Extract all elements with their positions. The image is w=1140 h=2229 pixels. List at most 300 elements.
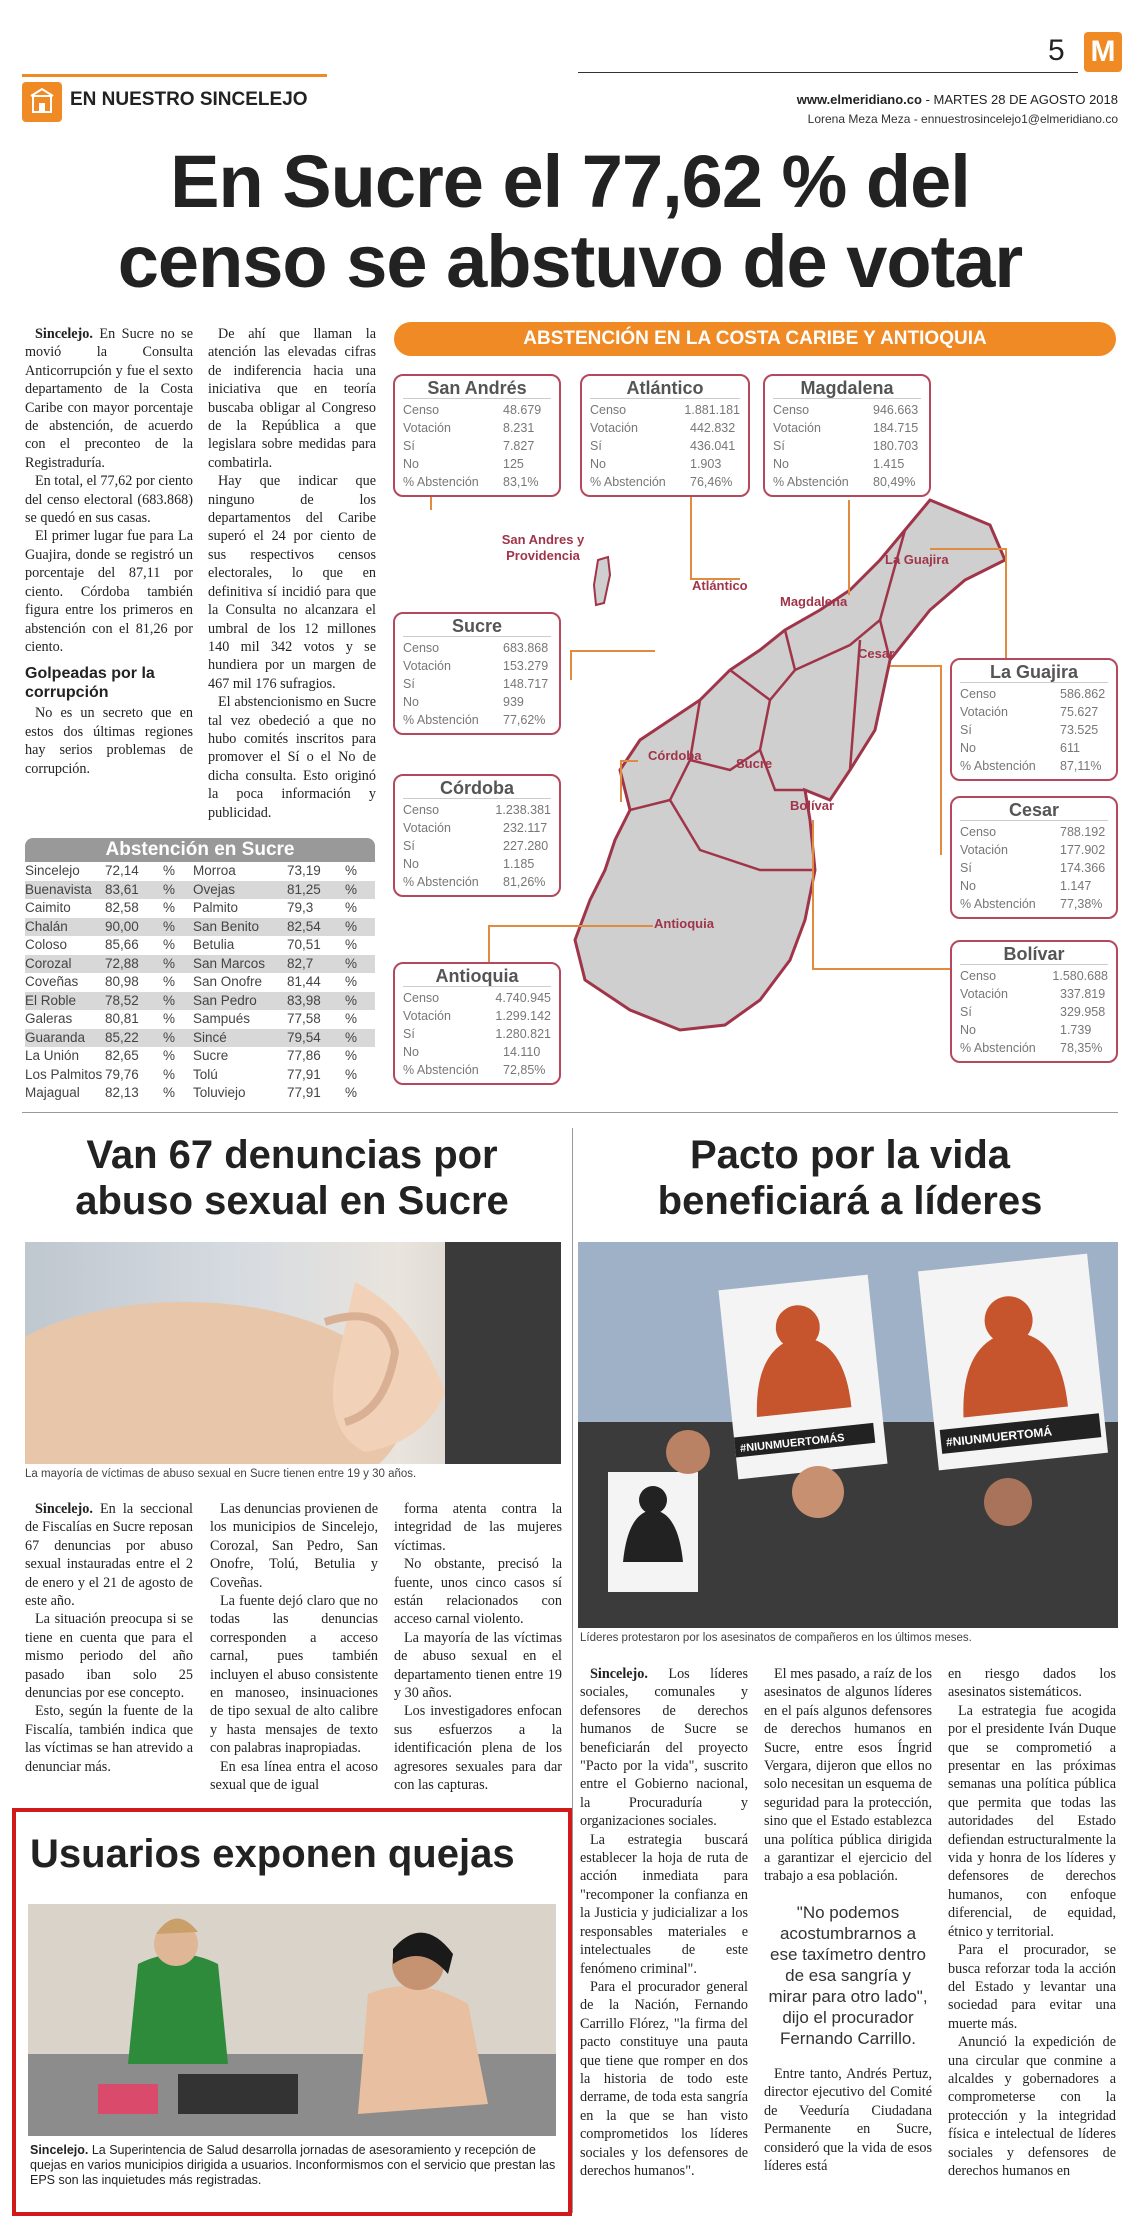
table-cell: 82,58	[105, 900, 139, 915]
story3-caption: Sincelejo. La Superintencia de Salud desarrolla jornadas de asesoramiento y recepción de quejas en varios municipios dirigida a usuarios. Inconformismos con el servicio que prestan las EPS son las inquietudes más registradas.	[30, 2143, 556, 2187]
table-cell: San Marcos	[193, 955, 266, 971]
table-cell: 83,98	[287, 992, 321, 1008]
table-cell: 85,22	[105, 1029, 139, 1045]
stats-row-si	[960, 859, 1108, 877]
stats-row-censo	[960, 967, 1108, 985]
story4-column-1	[580, 1665, 748, 2180]
table-cell: 77,91	[287, 1085, 321, 1100]
stats-value: 683.868	[503, 641, 549, 655]
stats-key: Sí	[403, 839, 415, 853]
table-cell: 70,51	[287, 937, 321, 952]
stats-value: 436.041	[690, 439, 736, 453]
table-cell: %	[345, 1085, 358, 1100]
table-row	[25, 1066, 375, 1085]
stats-row-censo	[403, 989, 551, 1007]
table-cell: 79,54	[287, 1029, 321, 1045]
issue-date: - MARTES 28 DE AGOSTO 2018	[925, 92, 1118, 107]
table-cell: 85,66	[105, 937, 139, 952]
table-row	[25, 862, 375, 881]
stats-key: % Abstención	[403, 1063, 479, 1077]
table-cell: 77,58	[287, 1011, 321, 1026]
table-cell: 79,3	[287, 900, 314, 915]
table-cell: %	[163, 918, 176, 934]
stats-row-si	[960, 721, 1108, 739]
stats-box-magdalena	[763, 374, 931, 497]
stats-value: 83,1%	[503, 475, 539, 489]
stats-box-title: Sucre	[403, 616, 551, 637]
stats-box-bolivar	[950, 940, 1118, 1063]
stats-key: Votación	[403, 659, 451, 673]
table-cell: 77,91	[287, 1066, 321, 1082]
stats-box-title: Cesar	[960, 800, 1108, 821]
publication-logo	[1084, 32, 1122, 72]
stats-key: No	[403, 1045, 419, 1059]
table-cell: Sucre	[193, 1048, 229, 1063]
stats-row-censo	[403, 401, 551, 419]
story4-headline: Pacto por la vida beneficiará a líderes	[657, 1133, 1043, 1223]
story2-column-1	[25, 1500, 193, 1776]
map-label-atlantico: Atlántico	[692, 578, 748, 593]
table-cell: %	[163, 863, 176, 878]
stats-box-cesar	[950, 796, 1118, 919]
infographic-banner: ABSTENCIÓN EN LA COSTA CARIBE Y ANTIOQUIA	[394, 322, 1116, 356]
stats-row-si	[403, 437, 551, 455]
leader-line	[1005, 548, 1007, 658]
stats-row-no	[960, 739, 1108, 757]
stats-key: No	[403, 695, 419, 709]
story4-caption: Líderes protestaron por los asesinatos de compañeros en los últimos meses.	[580, 1632, 972, 1644]
paragraph: Sincelejo. En la seccional de Fiscalías en Sucre reposan 67 denuncias por abuso sexual instauradas entre el 2 de enero y el 21 de agosto de este año.	[25, 1501, 193, 1610]
table-cell: %	[345, 1048, 358, 1063]
leader-line	[890, 665, 940, 667]
stats-value: 153.279	[503, 659, 549, 673]
table-cell: 72,88	[105, 955, 139, 971]
stats-value: 180.703	[873, 439, 919, 453]
story2-column-3	[394, 1500, 562, 1795]
table-cell: 72,14	[105, 863, 139, 878]
table-cell: %	[163, 992, 176, 1008]
story2-photo	[25, 1242, 561, 1464]
stats-key: Sí	[590, 439, 602, 453]
stats-row-no	[773, 455, 921, 473]
table-cell: Chalán	[25, 918, 68, 934]
stats-key: No	[960, 879, 976, 893]
stats-key: Censo	[773, 403, 810, 417]
stats-key: Censo	[403, 803, 440, 817]
table-title: Abstención en Sucre	[25, 838, 375, 862]
leader-line	[930, 548, 1005, 550]
table-cell: 82,54	[287, 918, 321, 934]
table-cell: %	[163, 955, 176, 971]
stats-row-votacion	[773, 419, 921, 437]
stats-value: 174.366	[1060, 861, 1106, 875]
stats-box-atlantico	[580, 374, 750, 497]
stats-key: Votación	[960, 705, 1008, 719]
table-cell: %	[345, 863, 358, 878]
stats-value: 611	[1060, 741, 1080, 755]
paragraph: Los investigadores enfocan sus esfuerzos a la identificación plena de los agresores sexuales para dar con las capturas.	[394, 1703, 562, 1794]
header-site-date	[797, 92, 1118, 107]
table-cell: 90,00	[105, 918, 139, 934]
stats-row-votacion	[403, 819, 551, 837]
page-number: 5	[1048, 34, 1065, 67]
stats-key: No	[960, 1023, 976, 1037]
table-cell: %	[345, 881, 358, 897]
stats-value: 7.827	[503, 439, 535, 453]
stats-key: % Abstención	[960, 897, 1036, 911]
table-cell: %	[163, 1085, 176, 1100]
leader-line	[620, 760, 622, 802]
stats-value: 946.663	[873, 403, 919, 417]
stats-key: Sí	[403, 439, 415, 453]
stats-box-title: Córdoba	[403, 778, 551, 799]
story2-column-2	[210, 1500, 378, 1795]
paragraph: No es un secreto que en estos dos últimas regiones hay serios problemas de corrupción.	[25, 705, 193, 777]
table-cell: La Unión	[25, 1048, 80, 1063]
stats-key: % Abstención	[773, 475, 849, 489]
stats-row-no	[403, 855, 551, 873]
stats-key: No	[960, 741, 976, 755]
table-cell: %	[163, 900, 176, 915]
stats-value: 939	[503, 695, 524, 709]
stats-value: 1.147	[1060, 879, 1092, 893]
table-cell: 79,76	[105, 1066, 139, 1082]
table-cell: San Onofre	[193, 974, 263, 989]
stats-key: % Abstención	[590, 475, 666, 489]
stats-value: 442.832	[690, 421, 736, 435]
leader-line	[488, 925, 653, 927]
main-headline	[0, 142, 1140, 302]
stats-key: Censo	[403, 991, 440, 1005]
table-cell: El Roble	[25, 992, 77, 1008]
stats-value: 1.580.688	[1052, 969, 1108, 983]
paragraph: De ahí que llaman la atención las elevadas cifras de indiferencia hacia una iniciativa que en teoría buscaba obligar al Congreso de la República a que legislara sobre medidas para combatirla.	[208, 326, 376, 471]
paragraph: El abstencionismo en Sucre tal vez obedeció a que no hubo comités inscritos para promover el Sí o el No de dicha consulta. Esto originó la poca información y publicidad.	[208, 694, 376, 821]
stats-key: Sí	[960, 723, 972, 737]
table-cell: %	[345, 918, 358, 934]
map-label-la-guajira: La Guajira	[885, 552, 949, 567]
map-label-cordoba: Córdoba	[648, 748, 702, 763]
paragraph: La estrategia fue acogida por el presidente Iván Duque que se comprometió a presentar en las próximas semanas una política pública que permita que todas las autoridades del Estado defiendan estructuralmente la vida y honra de los líderes y defensores de derechos humanos, con enfoque diferencial, de equidad, étnico y territorial.	[948, 1702, 1116, 1940]
paragraph: Sincelejo. Los líderes sociales, comunales y defensores de derechos humanos de Sucre se beneficiarán del proyecto "Pacto por la vida", suscrito entre el Gobierno nacional, la Procuraduría y organizaciones sociales.	[580, 1666, 748, 1830]
table-cell: Morroa	[193, 863, 236, 878]
stats-row-censo	[960, 685, 1108, 703]
stats-key: Votación	[403, 821, 451, 835]
table-cell: 82,13	[105, 1085, 139, 1100]
pull-quote: "No podemos acostumbrarnos a ese taxímetro dentro de esa sangría y mirar para otro lado", dijo el procurador Fernando Carrillo.	[768, 1902, 928, 2048]
stats-value: 1.280.821	[495, 1027, 551, 1041]
main-headline-line-1: En Sucre el 77,62 % del	[170, 140, 970, 223]
table-cell: Guaranda	[25, 1029, 86, 1045]
stats-key: Sí	[960, 1005, 972, 1019]
table-cell: %	[345, 937, 358, 952]
stats-value: 177.902	[1060, 843, 1106, 857]
leader-line	[570, 650, 572, 680]
stats-value: 14.110	[503, 1045, 541, 1059]
map-label-san-andres: San Andres y Providencia	[501, 532, 585, 563]
stats-key: Votación	[773, 421, 821, 435]
story2-headline: Van 67 denuncias por abuso sexual en Sucre	[75, 1133, 509, 1223]
stats-box-title: Bolívar	[960, 944, 1108, 965]
stats-box-title: Magdalena	[773, 378, 921, 399]
table-cell: %	[163, 974, 176, 989]
table-cell: 80,81	[105, 1011, 139, 1026]
table-cell: %	[345, 992, 358, 1008]
table-cell: Corozal	[25, 955, 72, 971]
main-column-2	[208, 325, 376, 822]
stats-key: No	[403, 457, 419, 471]
table-cell: Palmito	[193, 900, 239, 915]
stats-row-abst	[960, 1039, 1108, 1057]
story3-headline: Usuarios exponen quejas	[30, 1832, 515, 1876]
stats-box-sucre	[393, 612, 561, 735]
stats-value: 1.739	[1060, 1023, 1092, 1037]
stats-value: 125	[503, 457, 524, 471]
stats-value: 76,46%	[690, 475, 733, 489]
paragraph: en riesgo dados los asesinatos sistemáticos.	[948, 1666, 1116, 1701]
stats-box-cordoba	[393, 774, 561, 897]
stats-value: 75.627	[1060, 705, 1099, 719]
stats-key: Votación	[403, 421, 451, 435]
map-label-cesar: Cesar	[858, 646, 895, 661]
paragraph: Anunció la expedición de una circular que conmine a alcaldes y gobernadores a comprometerse con la protección y la integridad física e intelectual de líderes sociales y defensores de derechos humanos en	[948, 2034, 1116, 2179]
stats-key: Votación	[590, 421, 638, 435]
table-cell: %	[163, 881, 176, 897]
map-label-sucre: Sucre	[736, 756, 773, 771]
table-cell: Coloso	[25, 937, 68, 952]
stats-box-title: La Guajira	[960, 662, 1108, 683]
stats-row-si	[960, 1003, 1108, 1021]
table-cell: Ovejas	[193, 881, 236, 897]
stats-value: 232.117	[503, 821, 548, 835]
table-cell: 82,65	[105, 1048, 139, 1063]
stats-row-votacion	[960, 841, 1108, 859]
header-rule-right	[578, 72, 1078, 73]
paragraph: Sincelejo. En Sucre no se movió la Consulta Anticorrupción y fue el sexto departamento de la Costa Caribe con mayor porcentaje de abstención, de acuerdo con el preconteo de la Registraduría.	[25, 326, 193, 471]
stats-value: 586.862	[1060, 687, 1106, 701]
stats-row-abst	[403, 473, 551, 491]
stats-value: 77,38%	[1060, 897, 1103, 911]
stats-value: 227.280	[503, 839, 549, 853]
sucre-abstention-table	[25, 838, 375, 1103]
section-label: EN NUESTRO SINCELEJO	[70, 89, 308, 110]
leader-line	[620, 760, 638, 762]
map-label-magdalena: Magdalena	[780, 594, 848, 609]
table-cell: 80,98	[105, 974, 139, 989]
table-cell: 78,52	[105, 992, 139, 1008]
stats-row-censo	[403, 801, 551, 819]
stats-row-censo	[403, 639, 551, 657]
stats-row-no	[960, 1021, 1108, 1039]
stats-row-censo	[960, 823, 1108, 841]
table-cell: %	[345, 955, 358, 971]
table-cell: Tolú	[193, 1066, 218, 1082]
stats-row-si	[590, 437, 740, 455]
map-label-bolivar: Bolívar	[790, 798, 835, 813]
table-row	[25, 936, 375, 955]
stats-value: 8.231	[503, 421, 535, 435]
site-url: www.elmeridiano.co	[796, 92, 922, 107]
author-line: Lorena Meza Meza - ennuestrosincelejo1@elmeridiano.co	[807, 112, 1118, 126]
stats-row-votacion	[960, 985, 1108, 1003]
stats-value: 4.740.945	[495, 991, 551, 1005]
table-cell: Sincé	[193, 1029, 227, 1045]
table-cell: Betulia	[193, 937, 235, 952]
paragraph: En total, el 77,62 por ciento del censo electoral (683.868) se quedó en sus casas.	[25, 473, 193, 527]
table-cell: %	[345, 1066, 358, 1082]
stats-row-abst	[960, 757, 1108, 775]
stats-key: Censo	[403, 403, 440, 417]
subheading: Golpeadas por la corrupción	[25, 665, 155, 702]
table-cell: %	[163, 937, 176, 952]
paragraph: No obstante, precisó la fuente, unos cinco casos sí están relacionados con acceso carnal violento.	[394, 1556, 562, 1628]
stats-value: 1.881.181	[684, 403, 740, 417]
table-cell: Los Palmitos	[25, 1066, 103, 1082]
table-row	[25, 899, 375, 918]
stats-row-censo	[773, 401, 921, 419]
stats-value: 329.958	[1060, 1005, 1106, 1019]
stats-key: Sí	[403, 1027, 415, 1041]
stats-row-abst	[590, 473, 740, 491]
story3-photo	[28, 1904, 556, 2136]
stats-row-si	[773, 437, 921, 455]
stats-row-no	[590, 455, 740, 473]
stats-row-no	[403, 1043, 551, 1061]
paragraph: El primer lugar fue para La Guajira, donde se registró un porcentaje del 87,11 por ciento. Córdoba también figura entre los primeros en abstención con el 81,26 por ciento.	[25, 528, 193, 655]
stats-key: Censo	[960, 687, 997, 701]
leader-line	[848, 500, 850, 595]
stats-key: No	[590, 457, 606, 471]
paragraph: Las denuncias provienen de los municipios de Sincelejo, Corozal, San Pedro, San Onofre, Tolú, Betulia y Coveñas.	[210, 1501, 378, 1591]
table-row	[25, 918, 375, 937]
stats-box-la-guajira	[950, 658, 1118, 781]
stats-row-no	[960, 877, 1108, 895]
stats-value: 73.525	[1060, 723, 1099, 737]
table-row	[25, 1010, 375, 1029]
table-cell: San Benito	[193, 918, 260, 934]
table-cell: 77,86	[287, 1048, 321, 1063]
paragraph: La situación preocupa si se tiene en cuenta que para el mismo periodo del año pasado iban solo 25 denuncias por ese concepto.	[25, 1611, 193, 1702]
table-cell: 73,19	[287, 863, 321, 878]
stats-key: % Abstención	[403, 475, 479, 489]
stats-key: Censo	[960, 825, 997, 839]
stats-value: 1.299.142	[495, 1009, 551, 1023]
stats-value: 788.192	[1060, 825, 1106, 839]
table-cell: Galeras	[25, 1011, 73, 1026]
main-column-1	[25, 325, 193, 778]
logo-letter: M	[1090, 35, 1116, 68]
map-label-antioquia: Antioquia	[654, 916, 714, 931]
stats-value: 1.415	[873, 457, 905, 471]
stats-row-votacion	[403, 1007, 551, 1025]
paragraph: Hay que indicar que ninguno de los departamentos del Caribe superó el 24 por ciento de sus respectivos censos electorales, lo que en definitiva sí incidió para que la Consulta no alcanzara el umbral de los 12 millones 140 mil 342 votos y se hundiera por un margen de 467 mil 176 sufragios.	[208, 473, 376, 692]
stats-row-abst	[403, 1061, 551, 1079]
table-row	[25, 1084, 375, 1103]
table-cell: %	[163, 1048, 176, 1063]
stats-value: 1.903	[690, 457, 722, 471]
paragraph: Para el procurador, se busca reforzar toda la acción del Estado y levantar una sociedad para evitar una muerte más.	[948, 1942, 1116, 2032]
stats-key: % Abstención	[403, 713, 479, 727]
sign-text: #NIUNMUERTOMÁS	[739, 1432, 846, 1455]
table-cell: 81,25	[287, 881, 321, 897]
sign-text-2: #NIUNMUERTOMÁ	[945, 1424, 1053, 1450]
stats-box-title: Atlántico	[590, 378, 740, 399]
paragraph: forma atenta contra la integridad de las mujeres víctimas.	[394, 1501, 562, 1554]
stats-value: 81,26%	[503, 875, 546, 889]
stats-key: % Abstención	[403, 875, 479, 889]
table-cell: %	[345, 1011, 358, 1026]
stats-row-censo	[590, 401, 740, 419]
story4-column-2	[764, 1665, 932, 2175]
stats-value: 148.717	[503, 677, 549, 691]
stats-key: Votación	[960, 843, 1008, 857]
header-rule-left	[22, 74, 327, 77]
stats-row-abst	[773, 473, 921, 491]
stats-value: 1.185	[503, 857, 535, 871]
stats-key: Censo	[960, 969, 997, 983]
paragraph: El mes pasado, a raíz de los asesinatos de algunos líderes en el país algunos defensores de derechos humanos en Sucre, entre esos Íngrid Vergara, dijeron que ellos no solo necesitan un esquema de seguridad para la protección, sino que el Estado establezca una política pública dirigida a garantizar el ejercicio del trabajo a esa población.	[764, 1666, 932, 1885]
stats-key: No	[403, 857, 419, 871]
leader-line	[940, 665, 942, 855]
stats-box-title: Antioquia	[403, 966, 551, 987]
table-cell: %	[345, 1029, 358, 1045]
table-cell: Sampués	[193, 1011, 251, 1026]
story4-column-3	[948, 1665, 1116, 2180]
main-headline-line-2: censo se abstuvo de votar	[117, 220, 1023, 303]
stats-row-votacion	[403, 419, 551, 437]
table-cell: %	[345, 974, 358, 989]
stats-value: 48.679	[503, 403, 542, 417]
stats-value: 1.238.381	[495, 803, 551, 817]
paragraph: Esto, según la fuente de la Fiscalía, también indica que las víctimas se han atrevido a denunciar más.	[25, 1703, 193, 1775]
table-cell: %	[345, 900, 358, 915]
stats-value: 337.819	[1060, 987, 1106, 1001]
stats-row-no	[403, 455, 551, 473]
table-row	[25, 1047, 375, 1066]
stats-row-abst	[403, 873, 551, 891]
story2-caption: La mayoría de víctimas de abuso sexual en Sucre tienen entre 19 y 30 años.	[25, 1468, 417, 1480]
stats-value: 78,35%	[1060, 1041, 1103, 1055]
table-cell: Majagual	[25, 1085, 80, 1100]
stats-box-antioquia	[393, 962, 561, 1085]
stats-key: Votación	[403, 1009, 451, 1023]
table-row	[25, 973, 375, 992]
paragraph: Entre tanto, Andrés Pertuz, director ejecutivo del Comité de Veeduría Ciudadana Permanente en Sucre, consideró que la vida de esos líderes está	[764, 2065, 932, 2174]
table-cell: 81,44	[287, 974, 321, 989]
table-cell: Buenavista	[25, 881, 92, 897]
table-cell: San Pedro	[193, 992, 257, 1008]
paragraph: Para el procurador general de la Nación, Fernando Carrillo Flórez, "la firma del pacto constituye una pauta que tiene que romper en dos la historia de todo este derrame, de toda esta sangría en la que se han visto comprometidos los líderes sociales y los defensores de derechos humanos".	[580, 1978, 748, 2179]
table-row	[25, 992, 375, 1011]
stats-row-si	[403, 675, 551, 693]
table-cell: 83,61	[105, 881, 139, 897]
table-row	[25, 881, 375, 900]
table-cell: Caimito	[25, 900, 71, 915]
stats-key: Sí	[960, 861, 972, 875]
stats-row-votacion	[590, 419, 740, 437]
table-cell: %	[163, 1066, 176, 1082]
divider-vertical	[572, 1128, 573, 2213]
stats-row-abst	[403, 711, 551, 729]
table-cell: Sincelejo	[25, 863, 80, 878]
stats-row-si	[403, 1025, 551, 1043]
stats-box-title: San Andrés	[403, 378, 551, 399]
stats-key: Sí	[773, 439, 785, 453]
stats-value: 184.715	[873, 421, 919, 435]
leader-line	[812, 968, 950, 970]
stats-row-si	[403, 837, 551, 855]
stats-value: 87,11%	[1060, 759, 1102, 773]
